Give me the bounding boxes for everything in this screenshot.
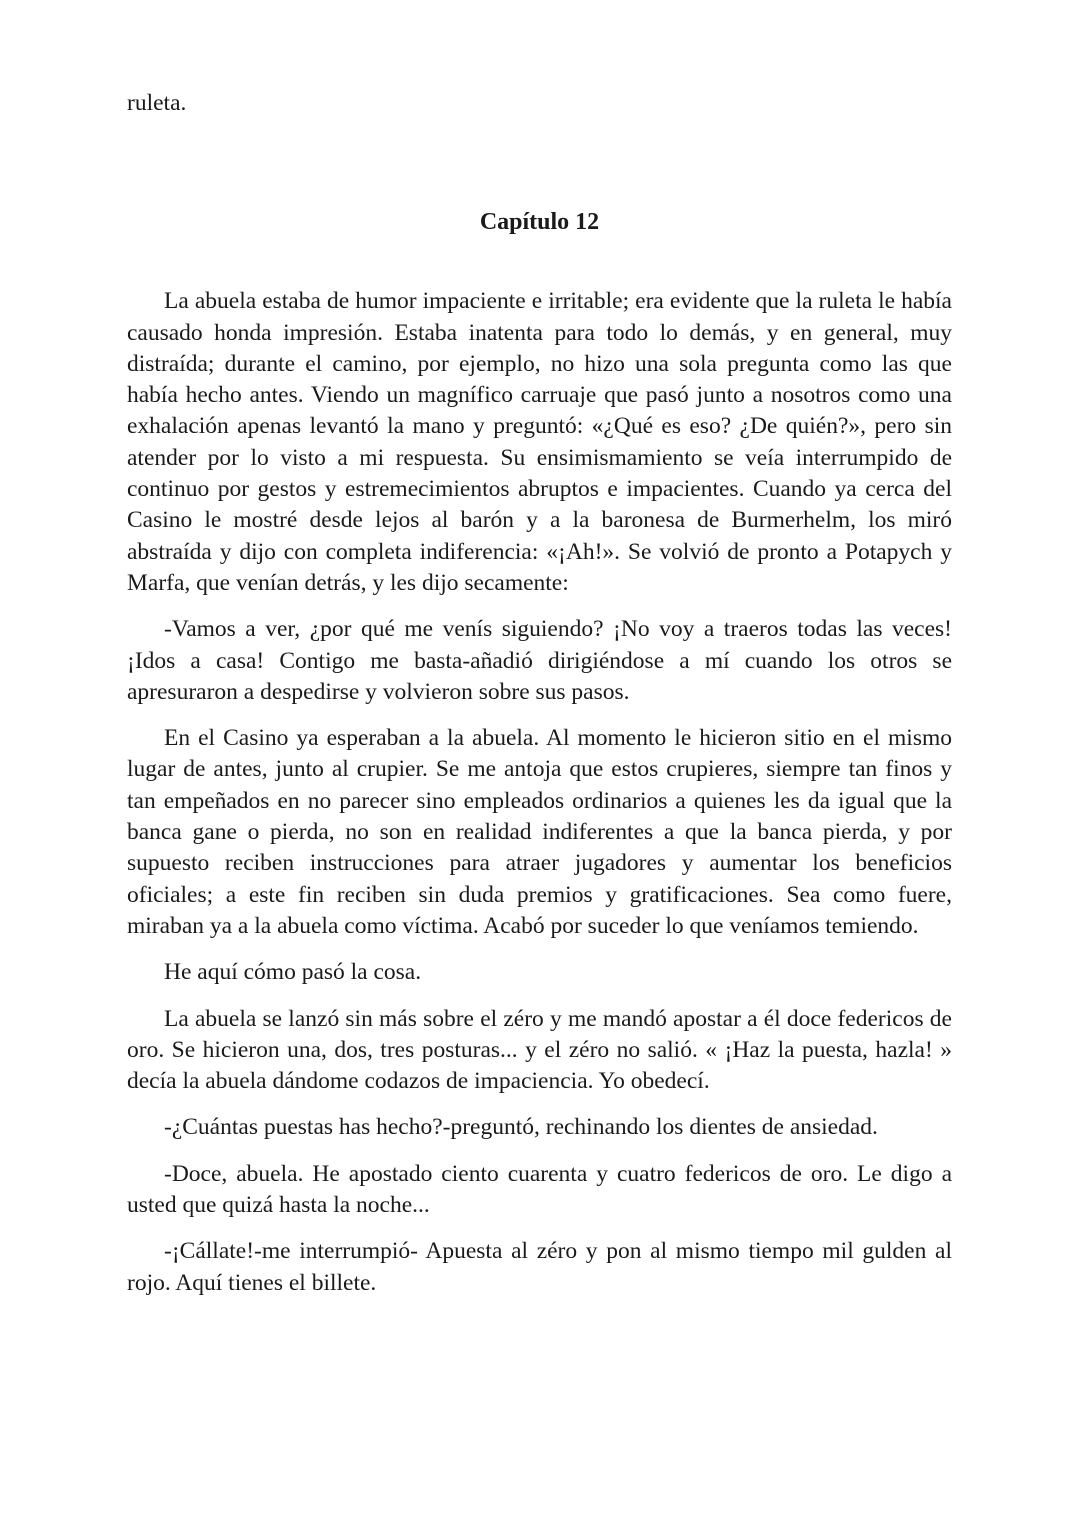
chapter-body bbox=[127, 286, 952, 1299]
chapter-title: Capítulo 12 bbox=[479, 209, 600, 236]
paragraph: En el Casino ya esperaban a la abuela. Al momento le hicieron sitio en el mismo lugar de antes, junto al crupier. Se me antoja que estos crupieres, siempre tan finos y tan empeñados en no parecer sino empleados ordinarios a quienes les da igual que la banca gane o pierda, no son en realidad indiferentes a que la banca pierda, y por supuesto reciben instrucciones para atraer jugadores y aumentar los beneficios oficiales; a este fin reciben sin duda premios y gratificaciones. Sea como fuere, miraban ya a la abuela como víctima. Acabó por suceder lo que veníamos temiendo. bbox=[127, 725, 952, 939]
paragraph: -¡Cállate!-me interrumpió- Apuesta al zéro y pon al mismo tiempo mil gulden al rojo. Aquí tienes el billete. bbox=[127, 1238, 952, 1296]
document-page bbox=[127, 88, 952, 1314]
paragraph: La abuela se lanzó sin más sobre el zéro y me mandó apostar a él doce federicos de oro. Se hicieron una, dos, tres posturas... y el zéro no salió. « ¡Haz la puesta, hazla! » decía la abuela dándome codazos de impaciencia. Yo obedecí. bbox=[127, 1005, 952, 1095]
paragraph: -Doce, abuela. He apostado ciento cuarenta y cuatro federicos de oro. Le digo a usted que quizá hasta la noche... bbox=[127, 1160, 952, 1219]
carryover-text: ruleta. bbox=[127, 90, 187, 116]
paragraph: -¿Cuántas puestas has hecho?-preguntó, rechinando los dientes de ansiedad. bbox=[164, 1114, 878, 1141]
paragraph: He aquí cómo pasó la cosa. bbox=[164, 959, 422, 986]
paragraph: La abuela estaba de humor impaciente e irritable; era evidente que la ruleta le había causado honda impresión. Estaba inatenta para todo lo demás, y en general, muy distraída; durante el camino, por ejemplo, no hizo una sola pregunta como las que había hecho antes. Viendo un magnífico carruaje que pasó junto a nosotros como una exhalación apenas levantó la mano y preguntó: «¿Qué es eso? ¿De quién?», pero sin atender por lo visto a mi respuesta. Su ensimismamiento se veía interrumpido de continuo por gestos y estremecimientos abruptos e impacientes. Cuando ya cerca del Casino le mostré desde lejos al barón y a la baronesa de Burmerhelm, los miró abstraída y dijo con completa indiferencia: «¡Ah!». Se volvió de pronto a Potapych y Marfa, que venían detrás, y les dijo secamente: bbox=[127, 288, 952, 596]
paragraph: -Vamos a ver, ¿por qué me venís siguiendo? ¡No voy a traeros todas las veces! ¡Idos a casa! Contigo me basta-añadió dirigiéndose a mí cuando los otros se apresuraron a despedirse y volvieron sobre sus pasos. bbox=[127, 616, 952, 705]
